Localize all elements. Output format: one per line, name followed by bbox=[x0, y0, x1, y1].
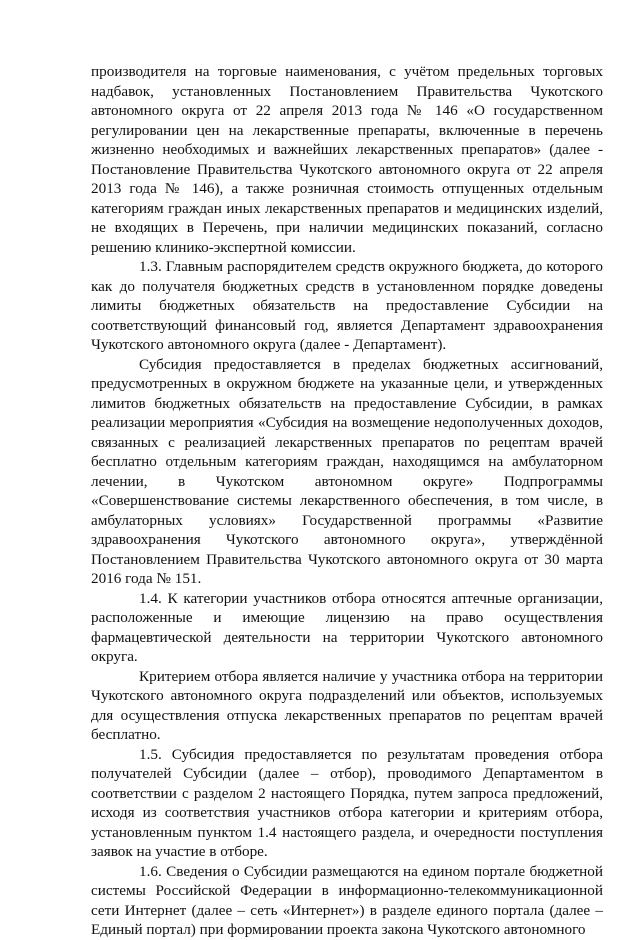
paragraph-subsidy: Субсидия предоставляется в пределах бюджетных ассигнований, предусмотренных в окружном бюджете на указанные цели, и утвержденных лимитов бюджетных обязательств на предоставление Субсидии, в рамках реализации мероприятия «Субсидия на возмещение недополученных доходов, связанных с реализацией лекарственных препаратов по рецептам врачей бесплатно отдельным категориям граждан, находящимся на амбулаторном лечении, в Чукотском автономном округе» Подпрограммы «Совершенствование системы лекарственного обеспечения, в том числе, в амбулаторных условиях» Государственной программы «Развитие здравоохранения Чукотского автономного округа», утверждённой Постановлением Правительства Чукотского автономного округа от 30 марта 2016 года № 151. bbox=[91, 355, 603, 587]
paragraph-1-3: 1.3. Главным распорядителем средств окружного бюджета, до которого как до получателя бюджетных средств в установленном порядке доведены лимиты бюджетных обязательств на предоставление Субсидии на соответствующий финансовый год, является Департамент здравоохранения Чукотского автономного округа (далее - Департамент). bbox=[91, 258, 603, 353]
paragraph-continuation: производителя на торговые наименования, с учётом предельных торговых надбавок, установленных Постановлением Правительства Чукотского автономного округа от 22 апреля 2013 года № 146 «О государственном регулировании цен на лекарственные препараты, включенные в перечень жизненно необходимых и важнейших лекарственных препаратов» (далее - Постановление Правительства Чукотского автономного округа от 22 апреля 2013 года № 146), а также розничная стоимость отпущенных отдельным категориям граждан иных лекарственных препаратов и медицинских изделий, не входящих в Перечень, при наличии медицинских показаний, согласно решению клинико-экспертной комиссии. bbox=[91, 63, 603, 256]
document-page bbox=[91, 62, 603, 940]
paragraph-1-4: 1.4. К категории участников отбора относятся аптечные организации, расположенные и имеющие лицензию на право осуществления фармацевтической деятельности на территории Чукотского автономного округа. bbox=[91, 589, 603, 665]
paragraph-1-6: 1.6. Сведения о Субсидии размещаются на едином портале бюджетной системы Российской Федерации в информационно-телекоммуникационной сети Интернет (далее – сеть «Интернет») в разделе единого портала (далее – Единый портал) при формировании проекта закона Чукотского автономного bbox=[91, 862, 603, 938]
paragraph-criterion: Критерием отбора является наличие у участника отбора на территории Чукотского автономного округа подразделений или объектов, используемых для осуществления отпуска лекарственных препаратов по рецептам врачей бесплатно. bbox=[91, 667, 603, 743]
paragraph-1-5: 1.5. Субсидия предоставляется по результатам проведения отбора получателей Субсидии (далее – отбор), проводимого Департаментом в соответствии с разделом 2 настоящего Порядка, путем запроса предложений, исходя из соответствия участников отбора категории и критериям отбора, установленным пунктом 1.4 настоящего раздела, и очередности поступления заявок на участие в отборе. bbox=[91, 745, 603, 860]
